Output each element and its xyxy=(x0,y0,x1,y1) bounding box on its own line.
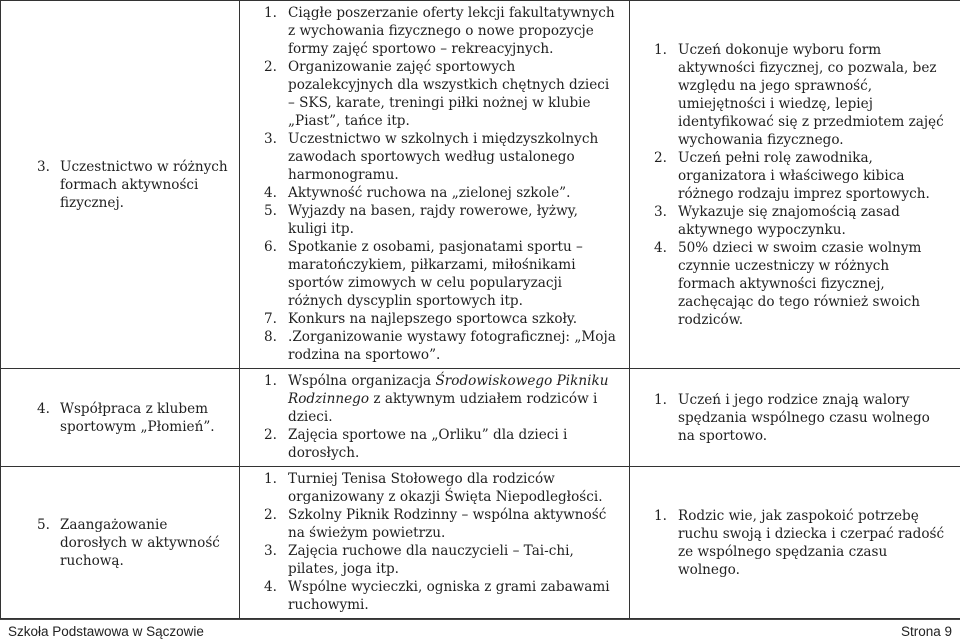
list-item: 4. Wspólne wycieczki, ogniska z grami zabawami ruchowymi. xyxy=(264,579,610,613)
area-number: 3. xyxy=(37,158,50,175)
area-label: Zaangażowanie dorosłych w aktywność ruchową. xyxy=(59,516,220,569)
list-item: 1. Uczeń i jego rodzice znają walory spędzania wspólnego czasu wolnego na sportowo. xyxy=(654,391,930,444)
list-item: 1. Rodzic wie, jak zaspokoić potrzebę ruchu swoją i dziecka i czerpać radość ze wspólnego spędzania czasu wolnego. xyxy=(654,507,945,578)
list-item: 1. Uczeń dokonuje wyboru form aktywności fizycznej, co pozwala, bez względu na jego sprawność, umiejętności i wiedzę, lepiej identyfikować się z przedmiotem zajęć wychowania fizycznego. xyxy=(654,41,944,148)
list-item: 2. Zajęcia sportowe na „Orliku” dla dzieci i dorosłych. xyxy=(264,427,568,461)
effects-cell xyxy=(630,467,960,619)
area-label: Współpraca z klubem sportowym „Płomień”. xyxy=(59,400,215,435)
effects-list xyxy=(654,41,950,329)
effects-cell xyxy=(630,1,960,369)
area-cell xyxy=(1,369,240,467)
footer-school-name: Szkoła Podstawowa w Sączowie xyxy=(8,624,204,639)
list-item: 3. Zajęcia ruchowe dla nauczycieli – Tai-chi, pilates, joga itp. xyxy=(264,543,574,577)
actions-list xyxy=(264,372,619,462)
footer-page-number: Strona 9 xyxy=(900,624,952,639)
actions-list xyxy=(264,4,619,364)
area-number: 4. xyxy=(37,400,50,417)
list-item: 8. .Zorganizowanie wystawy fotograficznej: „Moja rodzina na sportowo”. xyxy=(264,329,616,363)
list-item: 6. Spotkanie z osobami, pasjonatami sportu – maratończykiem, piłkarzami, miłośnikami sportów zimowych w celu popularyzacji różnych dyscyplin sportowych itp. xyxy=(264,239,583,309)
area-number: 5. xyxy=(37,516,50,533)
list-item: 7. Konkurs na najlepszego sportowca szkoły. xyxy=(264,311,578,327)
effects-list xyxy=(654,391,950,445)
area-cell xyxy=(1,1,240,369)
list-item: 2. Uczeń pełni rolę zawodnika, organizatora i właściwego kibica różnego rodzaju imprez sportowych. xyxy=(654,149,930,202)
list-item: 3. Wykazuje się znajomością zasad aktywnego wypoczynku. xyxy=(654,203,900,238)
area-label: Uczestnictwo w różnych formach aktywności fizycznej. xyxy=(59,158,228,211)
actions-cell xyxy=(240,467,630,619)
list-item: 5. Wyjazdy na basen, rajdy rowerowe, łyżwy, kuligi itp. xyxy=(264,203,578,237)
actions-cell xyxy=(240,369,630,467)
list-item: 4. 50% dzieci w swoim czasie wolnym czynnie uczestniczy w różnych formach aktywności fizycznej, zachęcając do tego również swoich rodziców. xyxy=(654,239,922,328)
list-item: 1. Ciągłe poszerzanie oferty lekcji fakultatywnych z wychowania fizycznego o nowe propozycje formy zajęć sportowo – rekreacyjnych. xyxy=(264,5,615,57)
footer-divider xyxy=(0,619,960,620)
actions-list xyxy=(264,470,619,614)
actions-cell xyxy=(240,1,630,369)
list-item: 4. Aktywność ruchowa na „zielonej szkole”. xyxy=(264,185,571,201)
list-item: 2. Organizowanie zajęć sportowych pozalekcyjnych dla wszystkich chętnych dzieci – SKS, karate, treningi piłki nożnej w klubie „Piast”, tańce itp. xyxy=(264,59,610,129)
effects-cell xyxy=(630,369,960,467)
list-item: 1. Wspólna organizacja Środowiskowego Pikniku Rodzinnego z aktywnym udziałem rodziców i dzieci. xyxy=(264,373,609,425)
area-cell xyxy=(1,467,240,619)
list-item: 1. Turniej Tenisa Stołowego dla rodziców organizowany z okazji Święta Niepodległości. xyxy=(264,471,603,505)
effects-list xyxy=(654,507,950,579)
table-row xyxy=(1,1,960,369)
list-item: 3. Uczestnictwo w szkolnych i międzyszkolnych zawodach sportowych według ustalonego harmonogramu. xyxy=(264,131,599,183)
table-row xyxy=(1,467,960,619)
table-row xyxy=(1,369,960,467)
list-item: 2. Szkolny Piknik Rodzinny – wspólna aktywność na świeżym powietrzu. xyxy=(264,507,607,541)
